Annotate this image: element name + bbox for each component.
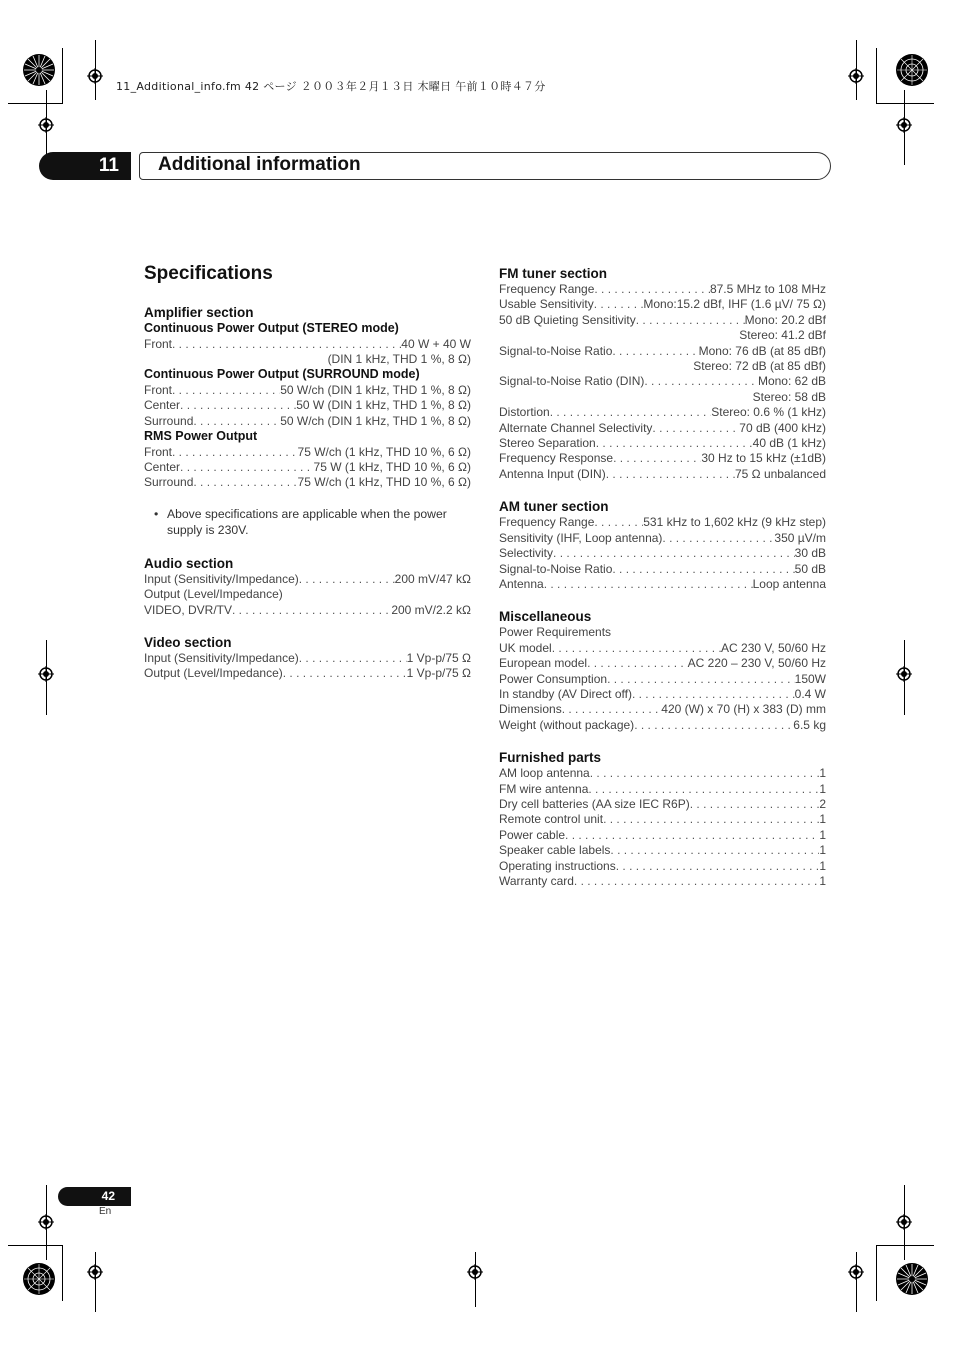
crop-mark xyxy=(62,48,63,104)
spec-row xyxy=(144,572,471,587)
spec-row xyxy=(144,445,471,460)
registration-mark-icon xyxy=(38,1214,54,1230)
dot-leader xyxy=(172,383,280,398)
dot-leader xyxy=(590,766,820,781)
spec-label: Power Consumption xyxy=(499,671,608,686)
spec-label: Signal-to-Noise Ratio xyxy=(499,343,613,358)
spec-value: 30 Hz to 15 kHz (±1dB) xyxy=(701,451,826,466)
spec-row xyxy=(499,687,826,702)
dot-leader xyxy=(588,782,819,797)
spec-label: Warranty card xyxy=(499,874,574,888)
dot-leader xyxy=(652,421,739,436)
spec-value: Mono: 76 dB (at 85 dBf) xyxy=(698,343,826,358)
spec-row xyxy=(499,562,826,577)
rms-list xyxy=(144,445,471,491)
dot-leader xyxy=(612,344,698,359)
spec-value: Mono: 62 dB xyxy=(757,374,826,389)
spec-value: 350 µV/m xyxy=(774,530,826,545)
spec-label: Remote control unit xyxy=(499,812,604,827)
spec-row xyxy=(499,374,826,389)
spec-row xyxy=(144,603,471,618)
section-gap xyxy=(144,618,471,634)
spec-label: Front xyxy=(144,336,173,351)
note-text: Above specifications are applicable when the power supply is 230V. xyxy=(167,506,447,538)
spec-value: 200 mV/47 kΩ xyxy=(394,571,471,586)
section-gap xyxy=(499,592,826,608)
fm-list xyxy=(499,282,826,482)
spec-value: 75 Ω unbalanced xyxy=(734,466,826,481)
surround-subheading: Continuous Power Output (SURROUND mode) xyxy=(144,367,420,382)
dot-leader xyxy=(180,398,296,413)
dot-leader xyxy=(594,515,643,530)
spec-label: FM wire antenna xyxy=(499,781,589,796)
registration-mark-icon xyxy=(848,1264,864,1280)
crop-mark xyxy=(876,1245,877,1301)
spec-value: 150W xyxy=(794,671,826,686)
registration-mark-icon xyxy=(38,117,54,133)
rosette-mark-icon xyxy=(22,1262,56,1296)
dot-leader xyxy=(565,828,819,843)
spec-value: 75 W/ch (1 kHz, THD 10 %, 6 Ω) xyxy=(297,475,471,490)
spec-label: Signal-to-Noise Ratio (DIN) xyxy=(499,374,645,389)
furnished-heading: Furnished parts xyxy=(499,750,602,766)
spec-label: Input (Sensitivity/Impedance) xyxy=(144,571,299,586)
crop-mark xyxy=(95,1252,96,1312)
spec-value: 87.5 MHz to 108 MHz xyxy=(709,282,826,296)
spec-value: 75 W/ch (1 kHz, THD 10 %, 6 Ω) xyxy=(297,444,471,459)
audio-heading: Audio section xyxy=(144,555,234,571)
spec-label: Input (Sensitivity/Impedance) xyxy=(144,650,299,665)
spec-row xyxy=(499,718,826,733)
spec-continuation: Stereo: 58 dB xyxy=(752,389,826,404)
spec-value: 1 xyxy=(819,843,826,858)
spec-row xyxy=(499,797,826,812)
crop-mark xyxy=(62,1245,63,1301)
spec-label: Output (Level/Impedance) xyxy=(144,666,283,681)
registration-mark-icon xyxy=(896,1214,912,1230)
spec-row xyxy=(499,874,826,889)
spec-value: AC 230 V, 50/60 Hz xyxy=(721,640,826,655)
misc-list xyxy=(499,641,826,733)
spec-label: Signal-to-Noise Ratio xyxy=(499,561,613,576)
section-gap xyxy=(144,539,471,555)
dot-leader xyxy=(172,445,298,460)
misc-heading: Miscellaneous xyxy=(499,609,592,625)
spec-label: Operating instructions xyxy=(499,858,616,873)
rosette-mark-icon xyxy=(895,53,929,87)
fm-heading: FM tuner section xyxy=(499,266,608,281)
stereo-list xyxy=(144,337,471,352)
spec-value: 1 xyxy=(819,858,826,873)
spec-row xyxy=(499,782,826,797)
spec-value: 70 dB (400 kHz) xyxy=(739,420,826,435)
spec-label: Surround xyxy=(144,413,194,428)
dot-leader xyxy=(544,577,753,592)
spec-label: Usable Sensitivity xyxy=(499,297,594,312)
spec-value: 50 dB xyxy=(794,561,826,576)
spec-label: Front xyxy=(144,382,173,397)
spec-value: 1 xyxy=(819,827,826,842)
dot-leader xyxy=(606,467,735,482)
spec-row xyxy=(499,451,826,466)
spec-row xyxy=(499,546,826,561)
registration-mark-icon xyxy=(896,117,912,133)
furnished-list xyxy=(499,766,826,889)
spec-value: 1 xyxy=(819,766,826,781)
spec-row xyxy=(499,313,826,328)
spec-label: Speaker cable labels xyxy=(499,843,611,858)
registration-mark-icon xyxy=(467,1264,483,1280)
spec-row xyxy=(499,297,826,312)
spec-value: 40 W + 40 W xyxy=(401,336,471,351)
spec-value: 1 xyxy=(819,874,826,888)
dot-leader xyxy=(550,405,712,420)
dot-leader xyxy=(553,546,795,561)
spec-label: Dimensions xyxy=(499,702,562,717)
spec-row xyxy=(499,282,826,297)
spec-label: Center xyxy=(144,459,181,474)
dot-leader xyxy=(603,812,819,827)
power-requirements-label: Power Requirements xyxy=(499,625,612,640)
dot-leader xyxy=(232,603,391,618)
crop-mark xyxy=(8,103,63,104)
dot-leader xyxy=(574,874,819,889)
dot-leader xyxy=(612,562,794,577)
right-column xyxy=(499,265,826,889)
dot-leader xyxy=(636,313,745,328)
spec-row xyxy=(499,843,826,858)
spec-label: Power cable xyxy=(499,827,566,842)
rosette-mark-icon xyxy=(22,53,56,87)
spec-label: Antenna Input (DIN) xyxy=(499,466,606,481)
spec-row xyxy=(499,421,826,436)
spec-row xyxy=(499,577,826,592)
spec-label: Frequency Range xyxy=(499,515,595,530)
dot-leader xyxy=(299,572,395,587)
registration-mark-icon xyxy=(896,666,912,682)
surround-list xyxy=(144,383,471,429)
spec-label: Sensitivity (IHF, Loop antenna) xyxy=(499,530,663,545)
dot-leader xyxy=(594,282,710,297)
section-gap xyxy=(499,482,826,498)
spec-label: Alternate Channel Selectivity xyxy=(499,420,653,435)
spec-value: 75 W (1 kHz, THD 10 %, 6 Ω) xyxy=(313,459,471,474)
spec-value: 1 xyxy=(819,781,826,796)
dot-leader xyxy=(690,797,820,812)
chapter-number: 11 xyxy=(39,152,131,180)
spec-row xyxy=(499,531,826,546)
registration-mark-icon xyxy=(87,68,103,84)
spec-row xyxy=(499,812,826,827)
spec-row xyxy=(499,702,826,717)
spec-label: Distortion xyxy=(499,405,550,420)
spec-label: Weight (without package) xyxy=(499,717,635,732)
spec-value: Mono: 20.2 dBf xyxy=(744,312,826,327)
page-title: Specifications xyxy=(144,263,273,284)
audio-list-2 xyxy=(144,603,471,618)
spec-label: UK model xyxy=(499,640,552,655)
spec-label: AM loop antenna xyxy=(499,766,590,781)
section-gap xyxy=(499,733,826,749)
dot-leader xyxy=(552,641,721,656)
amplifier-note xyxy=(144,506,471,539)
spec-value: 1 Vp-p/75 Ω xyxy=(406,650,471,665)
spec-label: Dry cell batteries (AA size IEC R6P) xyxy=(499,796,690,811)
dot-leader xyxy=(193,414,280,429)
amplifier-heading: Amplifier section xyxy=(144,305,254,320)
spec-label: European model xyxy=(499,656,588,671)
spec-value: Stereo: 0.6 % (1 kHz) xyxy=(711,405,826,420)
spec-label: VIDEO, DVR/TV xyxy=(144,602,233,617)
spec-row xyxy=(144,398,471,413)
crop-mark xyxy=(876,103,934,104)
spec-value: AC 220 – 230 V, 50/60 Hz xyxy=(687,656,826,671)
registration-mark-icon xyxy=(848,68,864,84)
dot-leader xyxy=(610,843,819,858)
chapter-title: Additional information xyxy=(158,154,361,175)
dot-leader xyxy=(644,374,758,389)
dot-leader xyxy=(594,297,644,312)
spec-value: 40 dB (1 kHz) xyxy=(752,436,826,451)
dot-leader xyxy=(283,666,407,681)
registration-mark-icon xyxy=(38,666,54,682)
spec-row xyxy=(144,337,471,352)
spec-value: 2 xyxy=(819,796,826,811)
dot-leader xyxy=(632,687,795,702)
spec-row xyxy=(144,651,471,666)
spec-value: 420 (W) x 70 (H) x 383 (D) mm xyxy=(661,702,826,717)
spec-row xyxy=(499,859,826,874)
audio-list xyxy=(144,572,471,587)
spec-label: 50 dB Quieting Sensitivity xyxy=(499,312,636,327)
crop-mark xyxy=(8,1245,63,1246)
spec-row xyxy=(499,766,826,781)
spec-value: 1 xyxy=(819,812,826,827)
spec-value: Mono:15.2 dBf, IHF (1.6 µV/ 75 Ω) xyxy=(643,297,826,312)
dot-leader xyxy=(634,718,793,733)
video-heading: Video section xyxy=(144,634,232,650)
spec-row xyxy=(499,641,826,656)
dot-leader xyxy=(562,702,662,717)
spec-label: In standby (AV Direct off) xyxy=(499,686,632,701)
am-heading: AM tuner section xyxy=(499,499,609,515)
spec-row xyxy=(499,672,826,687)
spec-value: 1 Vp-p/75 Ω xyxy=(406,666,471,681)
spec-value: 50 W/ch (DIN 1 kHz, THD 1 %, 8 Ω) xyxy=(280,382,471,397)
spec-label: Surround xyxy=(144,475,194,490)
spec-row xyxy=(144,414,471,429)
dot-leader xyxy=(607,672,795,687)
stereo-subheading: Continuous Power Output (STEREO mode) xyxy=(144,321,399,335)
spec-label: Frequency Response xyxy=(499,451,614,466)
dot-leader xyxy=(180,460,314,475)
am-list xyxy=(499,515,826,592)
spec-value: 50 W (DIN 1 kHz, THD 1 %, 8 Ω) xyxy=(296,398,471,413)
file-info-line: 11_Additional_info.fm 42 ページ ２００３年２月１３日 木曜日 午前１０時４７分 xyxy=(116,80,546,93)
dot-leader xyxy=(596,436,753,451)
spec-value: 50 W/ch (DIN 1 kHz, THD 1 %, 8 Ω) xyxy=(280,413,471,428)
dot-leader xyxy=(616,859,820,874)
spec-value: 200 mV/2.2 kΩ xyxy=(391,602,471,617)
dot-leader xyxy=(172,337,401,352)
dot-leader xyxy=(587,656,688,671)
spec-row xyxy=(499,344,826,359)
spec-row xyxy=(144,460,471,475)
crop-mark xyxy=(856,1252,857,1312)
spec-value: 6.5 kg xyxy=(793,717,826,732)
spec-row xyxy=(499,828,826,843)
bullet-icon: • xyxy=(154,506,159,521)
spec-continuation: (DIN 1 kHz, THD 1 %, 8 Ω) xyxy=(327,351,471,366)
dot-leader xyxy=(662,531,774,546)
crop-mark xyxy=(876,48,877,104)
spec-row xyxy=(499,515,826,530)
video-list xyxy=(144,651,471,682)
spec-label: Center xyxy=(144,398,181,413)
spec-label: Selectivity xyxy=(499,546,554,561)
spec-value: 0.4 W xyxy=(794,686,826,701)
spec-label: Antenna xyxy=(499,576,544,591)
dot-leader xyxy=(193,475,297,490)
spec-row xyxy=(144,475,471,490)
dot-leader xyxy=(299,651,407,666)
dot-leader xyxy=(613,451,701,466)
spec-row xyxy=(499,656,826,671)
rms-subheading: RMS Power Output xyxy=(144,429,258,444)
spec-row xyxy=(499,467,826,482)
spec-row xyxy=(144,666,471,681)
rosette-mark-icon xyxy=(895,1262,929,1296)
spec-value: Loop antenna xyxy=(752,576,826,591)
left-column xyxy=(144,262,471,682)
spec-row xyxy=(499,436,826,451)
spec-label: Stereo Separation xyxy=(499,436,596,451)
page-number: 42 xyxy=(58,1187,131,1206)
spec-row xyxy=(144,383,471,398)
spec-value: 531 kHz to 1,602 kHz (9 kHz step) xyxy=(643,515,826,530)
crop-mark xyxy=(876,1245,934,1246)
spec-continuation: Stereo: 72 dB (at 85 dBf) xyxy=(693,359,826,374)
spec-row xyxy=(499,405,826,420)
spec-label: Front xyxy=(144,444,173,459)
audio-output-label: Output (Level/Impedance) xyxy=(144,587,283,602)
spec-label: Frequency Range xyxy=(499,282,595,296)
page-language: En xyxy=(99,1206,112,1217)
spec-continuation: Stereo: 41.2 dBf xyxy=(739,328,826,343)
spec-value: 30 dB xyxy=(794,546,826,561)
registration-mark-icon xyxy=(87,1264,103,1280)
